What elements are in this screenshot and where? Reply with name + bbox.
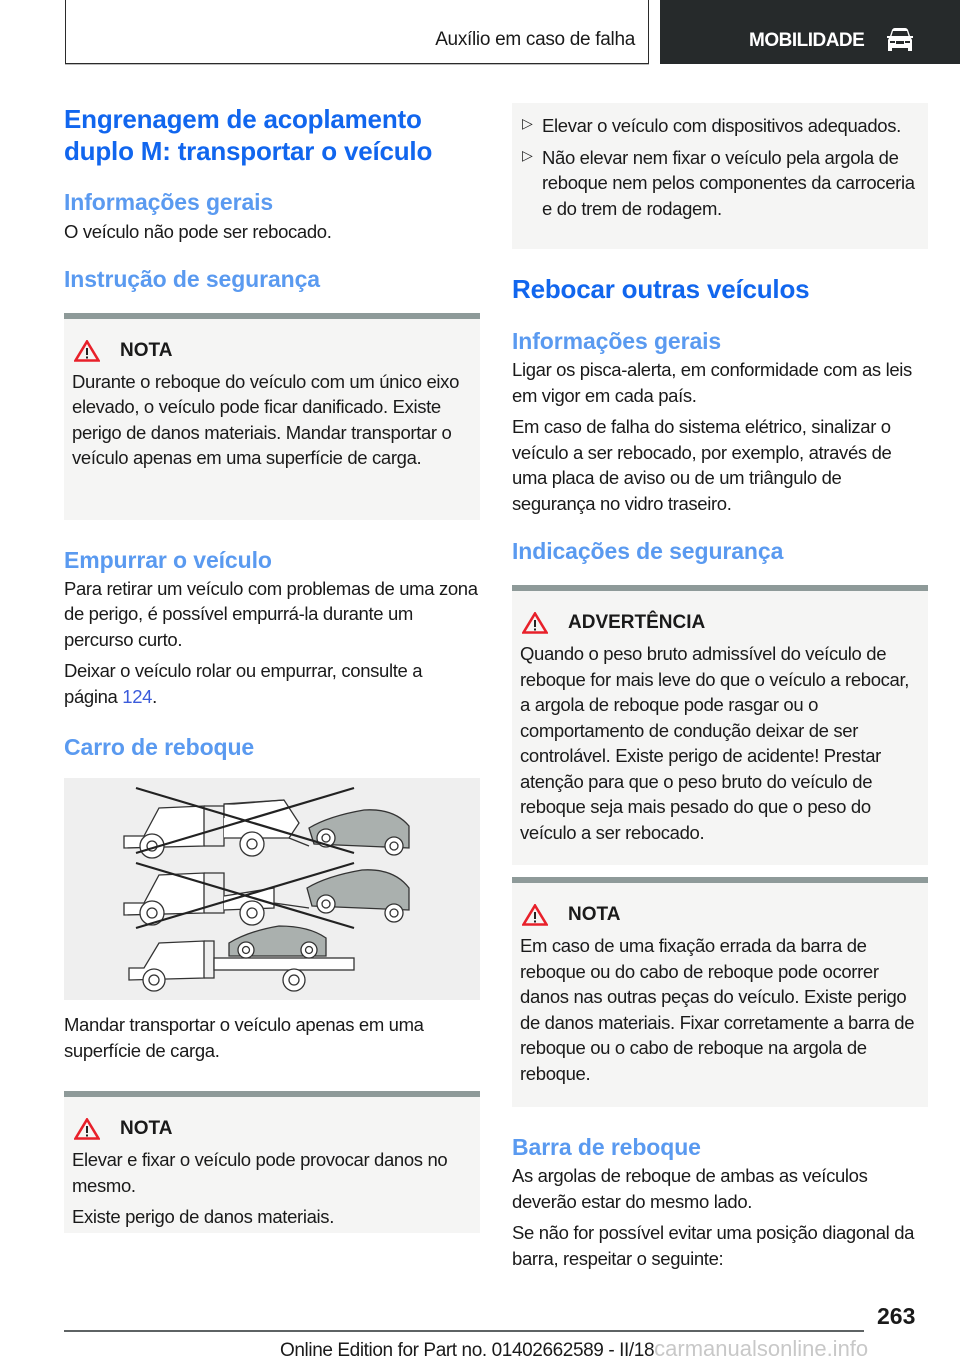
header-section-tab <box>65 0 649 64</box>
tow-truck-drawing <box>64 778 480 1000</box>
footer-edition <box>280 1336 868 1362</box>
car-front-icon <box>885 27 915 53</box>
header-chapter-tab <box>660 0 960 64</box>
footer-divider <box>64 1330 864 1332</box>
tow-bar-paragraph-1: As argolas de reboque de ambas as veículos deverão estar do mesmo lado. <box>512 1165 868 1212</box>
note-paragraph-2: Existe perigo de danos materiais. <box>72 1206 334 1227</box>
right-column <box>512 103 928 1271</box>
warning-triangle-icon <box>74 340 100 362</box>
section-label: Auxílio em caso de falha <box>435 29 635 50</box>
watermark: carmanualsonline.info <box>654 1336 869 1361</box>
warning-triangle-icon <box>522 904 548 926</box>
chapter-label: MOBILIDADE <box>749 30 865 51</box>
note-paragraph-1: Elevar e fixar o veículo pode provocar danos no mesmo. <box>72 1149 448 1196</box>
note-title: NOTA <box>120 339 173 361</box>
tow-truck-illustration <box>64 778 480 1000</box>
note-title: NOTA <box>120 1118 173 1139</box>
general-info-paragraph-1: Ligar os pisca-alerta, em conformidade com as leis em vigor em cada país. <box>512 359 912 406</box>
page-title-line-1: Engrenagem de acoplamento <box>64 104 422 134</box>
tow-others-title: Rebocar outras veículos <box>512 274 810 304</box>
page-number: 263 <box>877 1303 916 1329</box>
push-paragraph-2-text: Deixar o veículo rolar ou empurrar, consulte a página <box>64 660 423 707</box>
page-link-124[interactable]: 124 <box>122 685 153 707</box>
note-box-2 <box>64 1091 480 1233</box>
bullet-list <box>512 103 928 249</box>
warning-triangle-icon <box>74 1118 100 1140</box>
bullet-text: Não elevar nem fixar o veículo pela argola de reboque nem pelos componentes da carroceria e do trem de rodagem. <box>542 146 915 219</box>
push-heading: Empurrar o veículo <box>64 546 272 573</box>
push-paragraph-1: Para retirar um veículo com problemas de uma zona de perigo, é possível empurrá-la durante um percurso curto. <box>64 577 478 650</box>
general-info-text: O veículo não pode ser rebocado. <box>64 221 332 242</box>
general-info-heading-2: Informações gerais <box>512 328 722 354</box>
note-box-3 <box>512 877 928 1107</box>
tow-bar-heading: Barra de reboque <box>512 1134 701 1160</box>
warning-box <box>512 585 928 865</box>
tow-truck-caption: Mandar transportar o veículo apenas em uma superfície de carga. <box>64 1014 424 1061</box>
warning-text: Quando o peso bruto admissível do veículo de reboque for mais leve do que o veículo a rebocar, a argola de reboque pode rasgar ou o comportamento de condução deixar de ser controlável. Existe perigo de acidente! Prestar atenção para que o peso bruto do veículo de reboque seja mais pesado do que o peso do veículo a ser rebocado. <box>520 643 910 843</box>
bullet-marker-icon: ▷ <box>522 115 533 131</box>
edition-text: Online Edition for Part no. 01402662589 - II/18 <box>280 1340 655 1361</box>
safety-heading: Instrução de segurança <box>64 265 320 292</box>
general-info-heading: Informações gerais <box>64 189 274 215</box>
bullet-marker-icon: ▷ <box>522 146 533 163</box>
list-item <box>512 113 920 139</box>
note-box <box>64 313 480 520</box>
note-title: NOTA <box>568 904 621 925</box>
tow-bar-paragraph-2: Se não for possível evitar uma posição diagonal da barra, respeitar o seguinte: <box>512 1222 915 1269</box>
note-text: Durante o reboque do veículo com um único eixo elevado, o veículo pode ficar danificado. Existe perigo de danos materiais. Mandar transportar o veículo apenas em uma superfície de carga. <box>72 370 460 468</box>
warning-title: ADVERTÊNCIA <box>568 612 706 633</box>
push-paragraph-2-end: . <box>152 685 157 707</box>
tow-truck-heading: Carro de reboque <box>64 734 255 760</box>
left-column <box>64 103 480 1233</box>
warning-triangle-icon <box>522 612 548 634</box>
push-paragraph-2 <box>64 658 480 709</box>
general-info-paragraph-2: Em caso de falha do sistema elétrico, sinalizar o veículo a ser rebocado, por exemplo, através de uma placa de aviso ou de um triângulo de segurança no vidro traseiro. <box>512 416 892 514</box>
bullet-text: Elevar o veículo com dispositivos adequados. <box>542 115 901 136</box>
page-title <box>64 103 480 167</box>
list-item <box>512 145 920 222</box>
safety-indications-heading: Indicações de segurança <box>512 538 784 564</box>
note-text: Em caso de uma fixação errada da barra de reboque ou do cabo de reboque pode ocorrer danos nas outras peças do veículo. Existe perigo de danos materiais. Fixar corretamente a barra de reboque ou o cabo de reboque na argola de reboque. <box>520 935 915 1084</box>
page-title-line-2: duplo M: transportar o veículo <box>64 136 433 166</box>
